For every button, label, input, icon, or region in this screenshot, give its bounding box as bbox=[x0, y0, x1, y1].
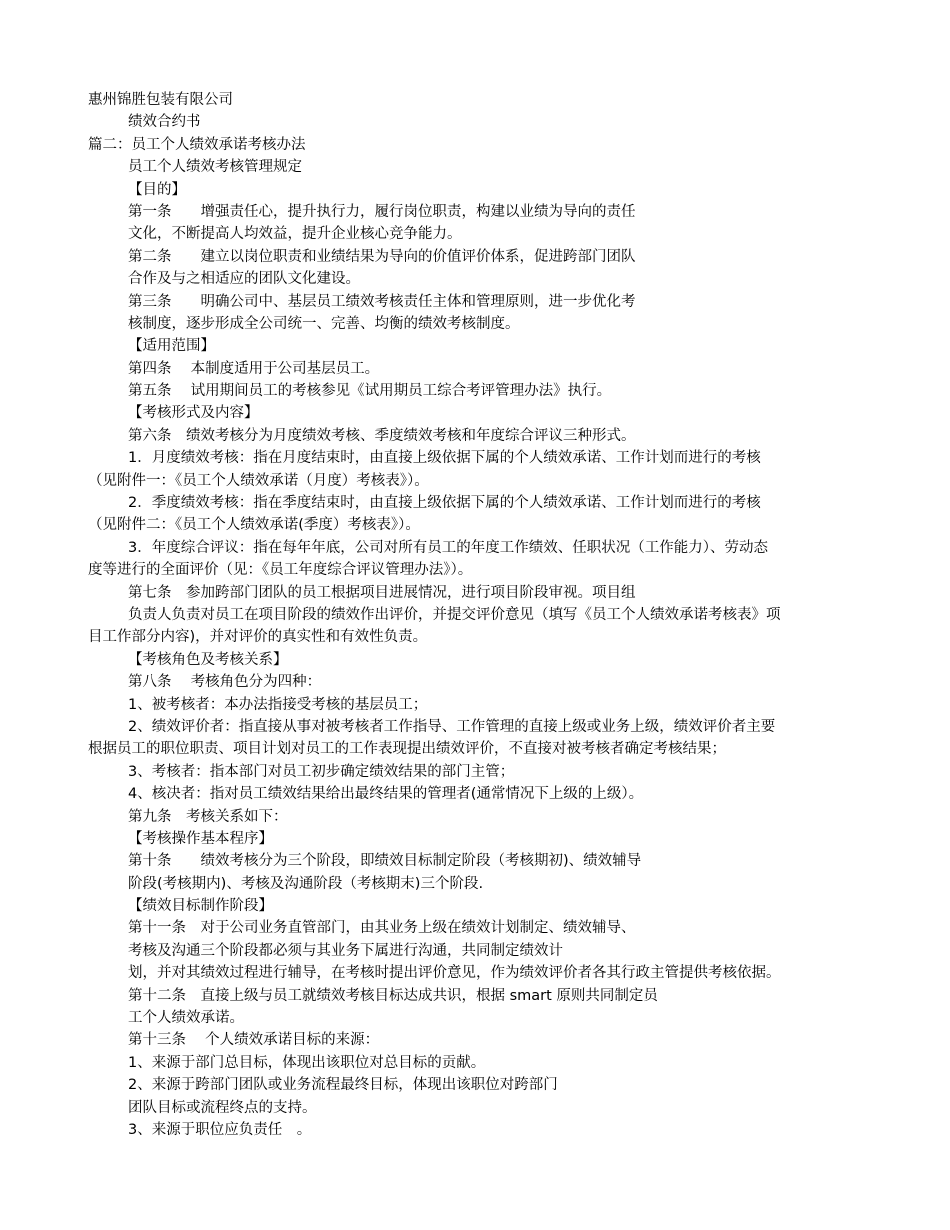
text-line: 第六条 绩效考核分为月度绩效考核、季度绩效考核和年度综合评议三种形式。 bbox=[128, 427, 636, 444]
text-line: 2、来源于跨部门团队或业务流程最终目标，体现出该职位对跨部门 bbox=[128, 1077, 558, 1094]
text-line: 4、核决者：指对员工绩效结果给出最终结果的管理者(通常情况下上级的上级）。 bbox=[128, 786, 644, 803]
text-line: 1、被考核者：本办法指接受考核的基层员工； bbox=[128, 696, 428, 713]
text-line: 合作及与之相适应的团队文化建设。 bbox=[128, 271, 360, 288]
text-line: 篇二：员工个人绩效承诺考核办法 bbox=[88, 136, 306, 153]
text-line: 第十二条 直接上级与员工就绩效考核目标达成共识，根据 smart 原则共同制定员 bbox=[128, 987, 658, 1004]
text-line: 【绩效目标制作阶段】 bbox=[128, 898, 273, 915]
text-line: （见附件一：《员工个人绩效承诺（月度）考核表》）。 bbox=[88, 472, 429, 489]
text-line: 工个人绩效承诺。 bbox=[128, 1010, 244, 1027]
text-line: 3、考核者：指本部门对员工初步确定绩效结果的部门主管； bbox=[128, 763, 515, 780]
text-line: 第三条 明确公司中、基层员工绩效考核责任主体和管理原则，进一步优化考 bbox=[128, 293, 636, 310]
text-line: 2、绩效评价者：指直接从事对被考核者工作指导、工作管理的直接上级或业务上级，绩效评价者主要 bbox=[128, 718, 776, 735]
text-line: 第七条 参加跨部门团队的员工根据项目进展情况，进行项目阶段审视。项目组 bbox=[128, 584, 636, 601]
text-line: 【适用范围】 bbox=[128, 338, 215, 355]
text-line: 根据员工的职位职责、项目计划对员工的工作表现提出绩效评价，不直接对被考核者确定考核结果； bbox=[88, 741, 726, 758]
text-line: 划，并对其绩效过程进行辅导，在考核时提出评价意见，作为绩效评价者各其行政主管提供考核依据。 bbox=[128, 965, 781, 982]
text-line: 惠州锦胜包装有限公司 bbox=[88, 92, 233, 108]
text-line: 第八条 考核角色分为四种： bbox=[128, 674, 322, 691]
text-line: 考核及沟通三个阶段都必须与其业务下属进行沟通，共同制定绩效计 bbox=[128, 942, 563, 959]
text-line: 1．月度绩效考核：指在月度结束时，由直接上级依据下属的个人绩效承诺、工作计划而进行的考核 bbox=[128, 450, 761, 467]
text-line: 第十条 绩效考核分为三个阶段，即绩效目标制定阶段（考核期初)、绩效辅导 bbox=[128, 853, 642, 870]
text-line: 3、来源于职位应负责任 。 bbox=[128, 1121, 312, 1138]
text-line: 第十一条 对于公司业务直管部门，由其业务上级在绩效计划制定、绩效辅导、 bbox=[128, 920, 636, 937]
text-line: 负责人负责对员工在项目阶段的绩效作出评价，并提交评价意见（填写《员工个人绩效承诺考核表》项 bbox=[128, 606, 781, 623]
text-line: 第九条 考核关系如下： bbox=[128, 808, 288, 825]
text-line: 第二条 建立以岗位职责和业绩结果为导向的价值评价体系，促进跨部门团队 bbox=[128, 248, 636, 265]
text-line: 第十三条 个人绩效承诺目标的来源： bbox=[128, 1032, 380, 1049]
text-line: 【考核形式及内容】 bbox=[128, 405, 259, 422]
text-line: （见附件二：《员工个人绩效承诺(季度）考核表》）。 bbox=[88, 517, 420, 534]
text-line: 【考核角色及考核关系】 bbox=[128, 651, 288, 668]
text-line: 核制度，逐步形成全公司统一、完善、均衡的绩效考核制度。 bbox=[128, 315, 520, 332]
text-line: 文化，不断提高人均效益，提升企业核心竞争能力。 bbox=[128, 226, 462, 243]
text-line: 目工作部分内容)，并对评价的真实性和有效性负责。 bbox=[88, 629, 428, 646]
text-line: 员工个人绩效考核管理规定 bbox=[128, 159, 302, 176]
text-line: 度等进行的全面评价（见：《员工年度综合评议管理办法》）。 bbox=[88, 562, 473, 579]
text-line: 团队目标或流程终点的支持。 bbox=[128, 1099, 317, 1116]
text-line: 第四条 本制度适用于公司基层员工。 bbox=[128, 360, 380, 377]
text-line: 绩效合约书 bbox=[128, 114, 201, 131]
text-line: 2．季度绩效考核：指在季度结束时，由直接上级依据下属的个人绩效承诺、工作计划而进行的考核 bbox=[128, 495, 761, 512]
text-line: 【考核操作基本程序】 bbox=[128, 830, 273, 847]
text-line: 第五条 试用期间员工的考核参见《试用期员工综合考评管理办法》执行。 bbox=[128, 383, 612, 400]
text-line: 1、来源于部门总目标，体现出该职位对总目标的贡献。 bbox=[128, 1054, 486, 1071]
text-line: 阶段(考核期内)、考核及沟通阶段（考核期末)三个阶段. bbox=[128, 875, 484, 892]
text-line: 第一条 增强责任心，提升执行力，履行岗位职责，构建以业绩为导向的责任 bbox=[128, 203, 636, 220]
text-line: 3．年度综合评议：指在每年年底，公司对所有员工的年度工作绩效、任职状况（工作能力）、劳动态 bbox=[128, 539, 768, 556]
text-line: 【目的】 bbox=[128, 181, 186, 198]
document-body bbox=[88, 89, 868, 1141]
